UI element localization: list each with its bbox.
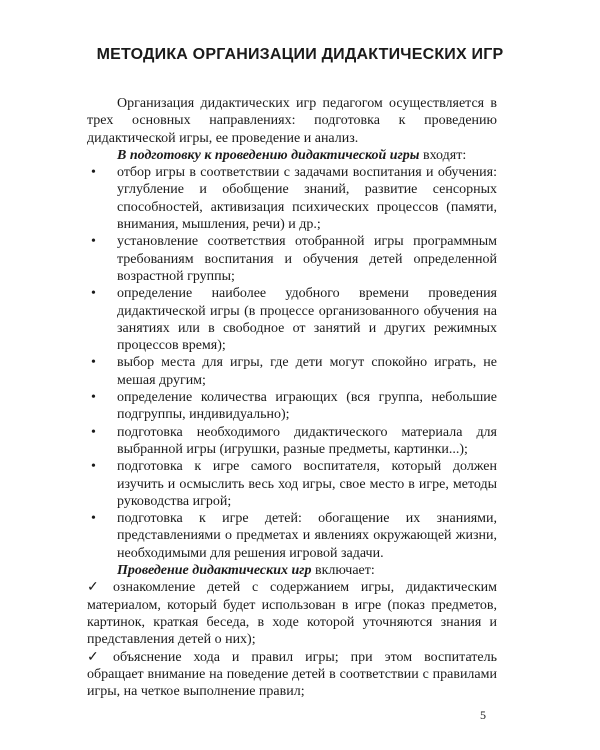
preparation-lead-rest: входят:	[419, 147, 467, 163]
list-item-text: подготовка к игре детей: обогащение их знаниями, представлениями о предметах и явлениях окружающей жизни, необходимыми для решения игровой задачи.	[117, 511, 497, 561]
checkmark-icon: ✓	[87, 580, 99, 596]
bullet-icon: •	[91, 424, 96, 440]
list-item-text: определение наиболее удобного времени проведения дидактической игры (в процессе организованного обучения на занятиях или в свободное от занятий и других режимных процессов время);	[117, 286, 497, 354]
list-item-text: подготовка к игре самого воспитателя, который должен изучить и осмыслить весь ход игры, свое место в игре, методы руководства игрой;	[117, 459, 497, 509]
page-body	[87, 95, 497, 700]
list-item	[87, 579, 497, 648]
list-item	[87, 510, 497, 562]
conduct-lead-emphasis: Проведение дидактических игр	[117, 563, 312, 579]
conduct-list	[87, 579, 497, 700]
list-item	[87, 458, 497, 510]
list-item-text: установление соответствия отобранной игры программным требованиям воспитания и обучения детей определенной возрастной группы;	[117, 234, 497, 284]
page-number: 5	[480, 708, 486, 722]
bullet-icon: •	[91, 459, 96, 475]
list-item	[87, 285, 497, 354]
list-item-text: объяснение хода и правил игры; при этом воспитатель обращает внимание на поведение детей в соответствии с правилами игры, на четкое выполнение правил;	[87, 649, 497, 700]
bullet-icon: •	[91, 234, 96, 250]
list-item-text: подготовка необходимого дидактического материала для выбранной игры (игрушки, разные предметы, картинки...);	[117, 424, 497, 457]
bullet-icon: •	[91, 286, 96, 302]
preparation-lead	[87, 147, 497, 164]
preparation-list	[87, 164, 497, 562]
list-item	[87, 424, 497, 459]
list-item	[87, 164, 497, 233]
bullet-icon: •	[91, 165, 96, 181]
list-item	[87, 649, 497, 701]
conduct-lead	[87, 562, 497, 579]
list-item	[87, 233, 497, 285]
bullet-icon: •	[91, 390, 96, 406]
list-item-text: выбор места для игры, где дети могут спокойно играть, не мешая другим;	[117, 355, 497, 388]
checkmark-icon: ✓	[87, 649, 99, 665]
list-item	[87, 354, 497, 389]
list-item	[87, 389, 497, 424]
preparation-lead-emphasis: В подготовку к проведению дидактической игры	[117, 147, 420, 163]
list-item-text: ознакомление детей с содержанием игры, дидактическим материалом, который будет использован в игре (показ предметов, картинок, краткая беседа, в ходе которой уточняются знания и представления детей о них);	[87, 580, 497, 648]
bullet-icon: •	[91, 511, 96, 527]
list-item-text: отбор игры в соответствии с задачами воспитания и обучения: углубление и обобщение знаний, развитие сенсорных способностей, активизация психических процессов (памяти, внимания, мышления, речи) и др.;	[117, 165, 497, 233]
intro-paragraph: Организация дидактических игр педагогом осуществляется в трех основных направлениях: подготовка к проведению дидактической игры, ее проведение и анализ.	[87, 96, 497, 146]
page-title: МЕТОДИКА ОРГАНИЗАЦИИ ДИДАКТИЧЕСКИХ ИГР	[96, 46, 504, 63]
bullet-icon: •	[91, 355, 96, 371]
conduct-lead-rest: включает:	[311, 563, 375, 579]
list-item-text: определение количества играющих (вся группа, небольшие подгруппы, индивидуально);	[117, 390, 497, 423]
